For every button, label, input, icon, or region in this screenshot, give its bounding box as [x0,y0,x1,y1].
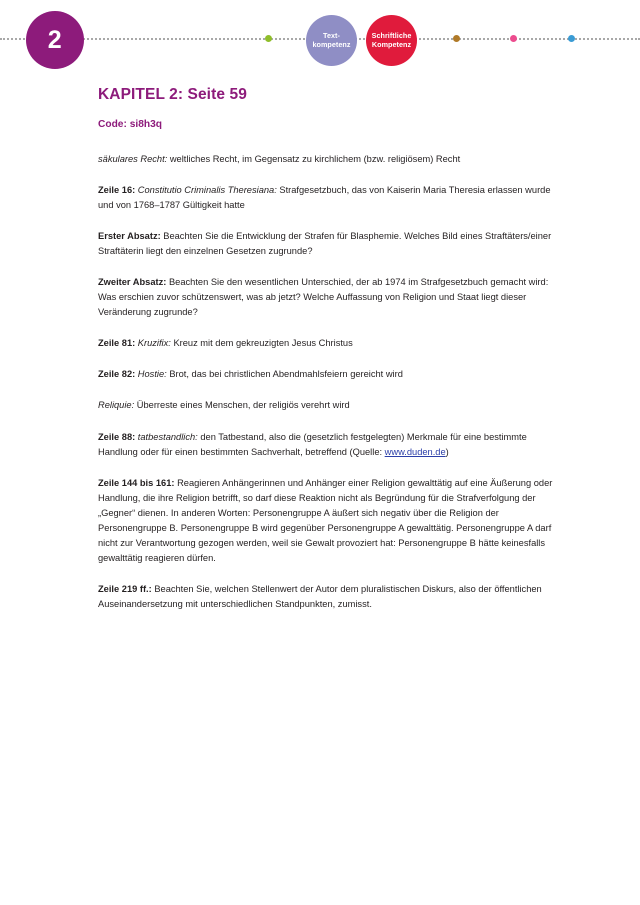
note-paragraph-zeile-219 [98,582,562,612]
note-body-text: weltliches Recht, im Gegensatz zu kirchlichem (bzw. religiösem) Recht [167,154,461,164]
badge-line-1: Text- [323,30,340,40]
rail-dot-2 [453,35,460,42]
note-lead-in: Erster Absatz: [98,231,161,242]
note-term-italic: Constitutio Criminalis Theresiana: [137,185,277,196]
note-body-text: Reagieren Anhängerinnen und Anhänger einer Religion gewalttätig auf eine Äußerung oder Handlung, die ihre Religion betrifft, so darf diese Reaktion nicht als Begründung für die Strafverfolgung der „Gegner“ dienen. In anderen Worten: Personengruppe A äußert sich negativ über die Religion der Personengruppe B. Personengruppe B wird gegenüber Personengruppe A gewalttätig. Personengruppe A darf nicht zur Verantwortung gezogen werden, weil sie Gewalt provoziert hat: Personengruppe B hätte keinesfalls gewalttätig reagieren dürfen. [98,477,553,563]
rail-dot-4 [568,35,575,42]
note-lead-in: Zeile 82: [98,369,138,380]
note-lead-in: Zeile 88: [98,431,138,442]
badge-line-1: Schriftliche [371,30,412,40]
document-content [98,86,562,612]
note-body-text: Beachten Sie die Entwicklung der Strafen für Blasphemie. Welches Bild eines Straftäters/einer Straftäterin liegt den einzelnen Gesetzen zugrunde? [98,231,552,257]
rail-dot-3 [510,35,517,42]
note-paragraph-zeile-81 [98,336,562,351]
note-body-text: Strafgesetzbuch, das von Kaiserin Maria Theresia erlassen wurde und von 1768–1787 Gültigkeit hatte [98,185,551,211]
page-header [0,0,640,90]
note-paragraph-zeile-16 [98,183,562,213]
note-term-italic: tatbestandlich: [137,431,198,442]
note-body-text: Beachten Sie, welchen Stellenwert der Autor dem pluralistischen Diskurs, also der öffentlichen Auseinandersetzung mit unterschiedlichen Standpunkten, zumisst. [98,583,542,609]
note-paragraph-erster-absatz [98,229,562,259]
note-lead-in: Zeile 16: [98,185,138,196]
note-body-text: Kreuz mit dem gekreuzigten Jesus Christus [170,338,353,349]
competence-badge-text-kompetenz [306,15,357,66]
badge-line-2: kompetenz [312,39,351,49]
note-term-italic: säkulares Recht: [98,154,168,164]
note-lead-in: Zeile 219 ff.: [98,583,152,594]
note-term-italic: Reliquie: [98,400,135,411]
glossary-notes-list [98,152,562,612]
competence-badge-schriftliche-kompetenz [366,15,417,66]
chapter-number-label: 2 [47,25,63,54]
rail-dot-1 [265,35,272,42]
note-body-text: Überreste eines Menschen, der religiös verehrt wird [134,400,350,411]
note-paragraph-zeile-144-161 [98,476,562,566]
access-code-label: Code: si8h3q [98,119,162,130]
note-lead-in: Zeile 144 bis 161: [98,477,175,488]
chapter-number-badge [26,11,84,69]
badge-line-2: Kompetenz [371,39,412,49]
note-term-italic: Kruzifix: [137,338,171,349]
note-body-text-tail: ) [445,446,449,457]
note-body-text: den Tatbestand, also die (gesetzlich festgelegten) Merkmale für eine bestimmte Handlung oder für einen bestimmten Sachverhalt, betreffend (Quelle: [98,431,527,457]
note-paragraph-reliquie [98,398,562,413]
external-link-duden[interactable]: www.duden.de [384,446,446,457]
note-body-text: Beachten Sie den wesentlichen Unterschied, der ab 1974 im Strafgesetzbuch gemacht wird: Was erschien zuvor schützenswert, was ab jetzt? Welche Auffassung von Religion und Staat liegt dieser Veränderung zugrunde? [98,277,549,318]
page-title: KAPITEL 2: Seite 59 [98,86,247,103]
note-term-italic: Hostie: [137,369,167,380]
note-paragraph-zeile-88 [98,430,562,460]
note-paragraph-zeile-82 [98,367,562,382]
note-lead-in: Zeile 81: [98,338,138,349]
note-body-text: Brot, das bei christlichen Abendmahlsfeiern gereicht wird [166,369,403,380]
note-paragraph-saekulares-recht [98,152,562,167]
note-paragraph-zweiter-absatz [98,275,562,320]
note-lead-in: Zweiter Absatz: [98,277,167,288]
